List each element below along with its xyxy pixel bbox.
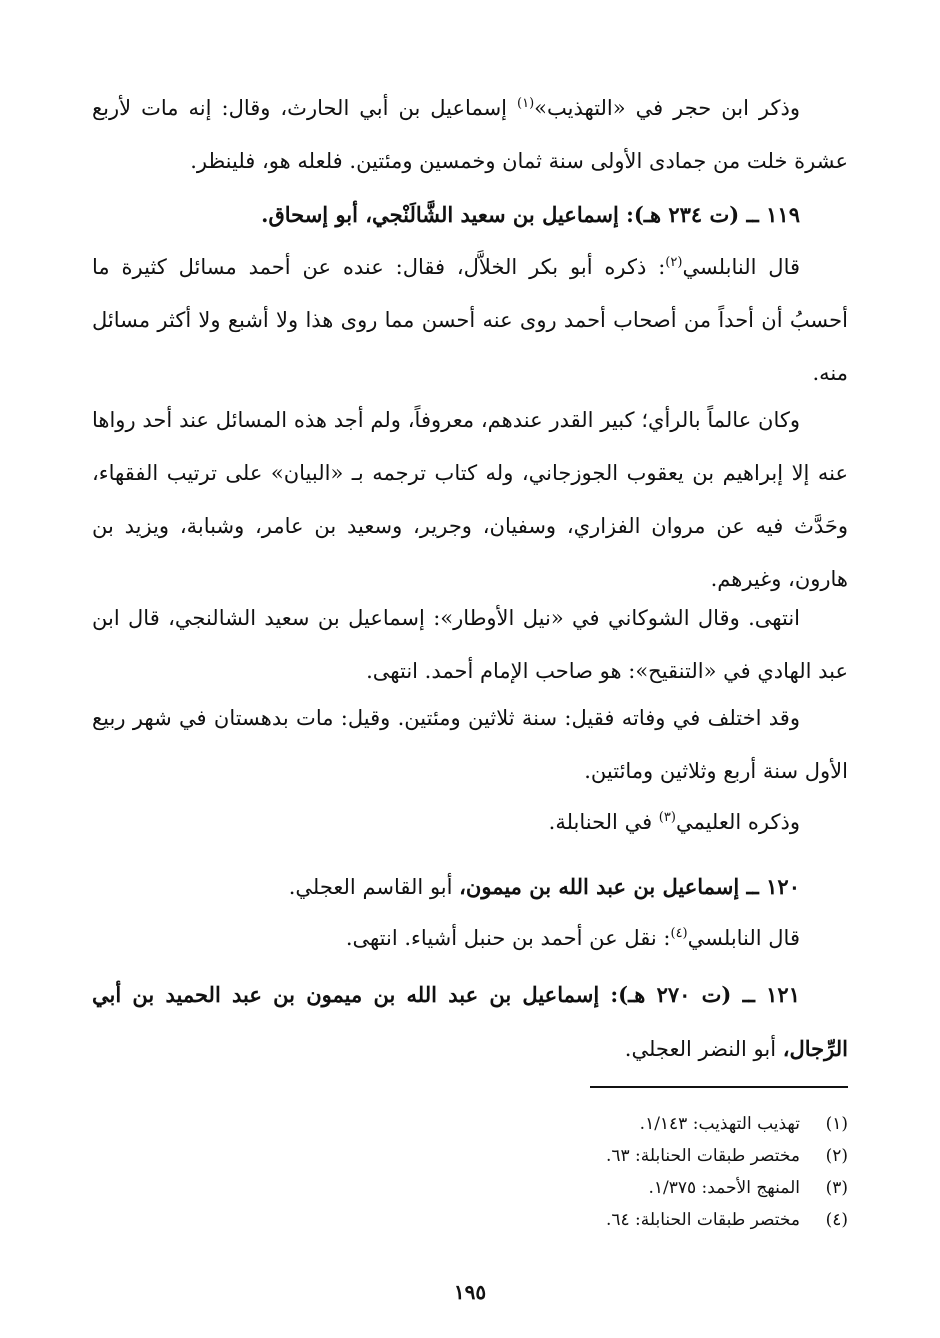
paragraph-text: وكان عالماً بالرأي؛ كبير القدر عندهم، معروفاً، ولم أجد هذه المسائل عند أحد رواها عنه إلا إبراهيم بن يعقوب الجوزجاني، وله كتاب ترجمه بـ «البيان» على ترتيب الفقهاء، وحَدَّث فيه عن مروان الفزاري، وسفيان، وجرير، وسعيد بن عامر، وشبابة، ويزيد بن هارون، وغيرهم. bbox=[92, 408, 848, 591]
footnote-ref-2: (٢) bbox=[665, 255, 683, 270]
footnote-separator bbox=[590, 1086, 848, 1088]
page-number: ١٩٥ bbox=[453, 1280, 487, 1304]
footnote-ref-4: (٤) bbox=[670, 926, 688, 941]
footnotes bbox=[92, 1108, 848, 1236]
paragraph-text: وذكره العليمي bbox=[675, 810, 800, 834]
paragraph-5 bbox=[92, 692, 848, 798]
paragraph-text: : نقل عن أحمد بن حنبل أشياء. انتهى. bbox=[345, 926, 671, 950]
footnote-text: المنهج الأحمد: ١/٣٧٥. bbox=[648, 1178, 800, 1198]
entry-heading: ١٢١ ــ (ت ٢٧٠ هـ): إسماعيل بن عبد الله بن ميمون بن عبد الحميد بن أبي الرِّجال، bbox=[92, 982, 848, 1061]
entry-heading: ١٢٠ ــ إسماعيل بن عبد الله بن ميمون، bbox=[459, 874, 800, 899]
footnote-number: (٢) bbox=[825, 1146, 848, 1166]
entry-kunya: أبو إسحاق. bbox=[261, 202, 366, 227]
footnote-ref-3: (٣) bbox=[658, 810, 676, 825]
paragraph-1 bbox=[92, 82, 848, 188]
paragraph-3 bbox=[92, 394, 848, 606]
entry-121 bbox=[92, 968, 848, 1076]
footnote-text: مختصر طبقات الحنابلة: ٦٤. bbox=[605, 1210, 800, 1230]
entry-kunya: أبو القاسم العجلي. bbox=[288, 875, 460, 899]
paragraph-text: : ذكره أبو بكر الخلاَّل، فقال: عنده عن أحمد مسائل كثيرة ما أحسبُ أن أحداً من أصحاب أحمد روى عنه أحسن مما روى هذا ولا أشبع ولا أكثر مسائل منه. bbox=[92, 255, 848, 385]
paragraph-text: وقد اختلف في وفاته فقيل: سنة ثلاثين ومئتين. وقيل: مات بدهستان في شهر ربيع الأول سنة أربع وثلاثين ومائتين. bbox=[92, 706, 848, 783]
entry-120 bbox=[92, 860, 848, 914]
paragraph-text: في الحنابلة. bbox=[548, 810, 659, 834]
paragraph-text: قال النابلسي bbox=[687, 926, 800, 950]
paragraph-text: انتهى. وقال الشوكاني في «نيل الأوطار»: إسماعيل بن سعيد الشالنجي، قال ابن عبد الهادي في «التنقيح»: هو صاحب الإمام أحمد. انتهى. bbox=[92, 606, 848, 683]
paragraph-7 bbox=[92, 912, 848, 965]
footnote-4 bbox=[92, 1204, 848, 1236]
paragraph-4 bbox=[92, 592, 848, 698]
footnote-text: مختصر طبقات الحنابلة: ٦٣. bbox=[605, 1146, 800, 1166]
paragraph-text: قال النابلسي bbox=[682, 255, 801, 279]
paragraph-2 bbox=[92, 241, 848, 400]
footnote-1 bbox=[92, 1108, 848, 1140]
entry-heading: ١١٩ ــ (ت ٢٣٤ هـ): إسماعيل بن سعيد الشَّالَنْجي، bbox=[365, 202, 800, 227]
footnote-3 bbox=[92, 1172, 848, 1204]
entry-119 bbox=[92, 188, 848, 242]
footnote-number: (٣) bbox=[825, 1178, 848, 1198]
footnote-ref-1: (١) bbox=[517, 96, 535, 111]
footnote-number: (١) bbox=[825, 1114, 848, 1134]
footnote-2 bbox=[92, 1140, 848, 1172]
footnote-text: تهذيب التهذيب: ١/١٤٣. bbox=[639, 1114, 800, 1134]
paragraph-6 bbox=[92, 796, 848, 849]
entry-kunya: أبو النضر العجلي. bbox=[624, 1037, 783, 1061]
footnote-number: (٤) bbox=[825, 1210, 848, 1230]
paragraph-text: إسماعيل بن أبي الحارث، وقال: إنه مات لأربع عشرة خلت من جمادى الأولى سنة ثمان وخمسين ومئتين. فلعله هو، فلينظر. bbox=[92, 96, 848, 173]
paragraph-text: وذكر ابن حجر في «التهذيب» bbox=[534, 96, 801, 120]
